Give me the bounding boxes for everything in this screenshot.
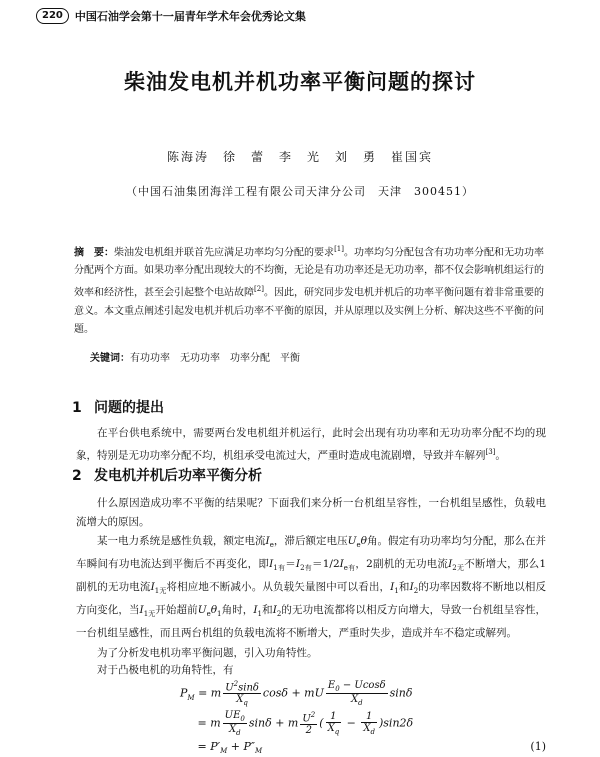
keywords xyxy=(90,349,530,364)
body-paragraph xyxy=(76,424,546,466)
paper-title: 柴油发电机并机功率平衡问题的探讨 xyxy=(124,70,476,94)
journal-title: 中国石油学会第十一届青年学术年会优秀论文集 xyxy=(74,10,306,23)
paragraph-text: ，滞后额定电压 xyxy=(273,535,348,547)
abstract-text: 。因此，研究同步发电机并机后的功率平衡问题有着非常重要的意义。本文重点阐述引起发电机并机后功率不平衡的原因，并从原理以及实例上分析、解决这些不平衡的问题。 xyxy=(74,287,545,335)
affiliation: （中国石油集团海洋工程有限公司天津分公司 天津 300451） xyxy=(126,185,474,198)
paragraph-text: 。 xyxy=(495,449,506,462)
abstract-label: 摘 要： xyxy=(74,247,115,259)
paragraph-text: 不断增大，那么1副机的无功电流 xyxy=(76,558,546,594)
citation: [1] xyxy=(334,245,344,253)
abstract-text: 柴油发电机组并联首先应满足功率均匀分配的要求 xyxy=(114,247,335,259)
paragraph-text: 某一电力系统是感性负载，额定电流 xyxy=(97,535,266,547)
body-paragraph xyxy=(76,494,546,532)
equation-line-1: $P_M = m$ $\frac{U^2\sin\delta}{X_q}$ cosδ + mU $\frac{E_0 - Ucos\delta}{X_d}$ sinδ xyxy=(180,680,413,708)
section-heading xyxy=(72,465,552,485)
section-heading xyxy=(72,397,552,417)
section-title: 发电机并机后功率平衡分析 xyxy=(94,468,262,484)
section-number: 2 xyxy=(72,468,82,484)
section-title: 问题的提出 xyxy=(94,400,164,416)
running-header xyxy=(36,6,576,26)
paragraph-text: 在平台供电系统中，需要两台发电机组并机运行，此时会出现有功功率和无功功率分配不均的现象，特别是无功功率分配不均，机组承受电流过大，严重时造成电流剧增，导致并车解列 xyxy=(76,427,546,462)
paragraph-text: ，2副机的无功电流 xyxy=(355,558,449,571)
paragraph-text: 角。假定有功功率均匀分配，那么在并车瞬间有功电流达到平衡后不再变化，即 xyxy=(76,535,547,571)
paragraph-text: 的无功电流都将以相反方向增大，导致一台机组呈容性，一台机组呈感性，而且两台机组的负载电流将不断增大，严重时失步，造成并车不稳定或解列。 xyxy=(76,604,547,640)
paragraph-text: 将相应地不断减小。从负载矢量图中可以看出， xyxy=(166,581,391,594)
equation-line-3: = $P'_M + P''_M$ xyxy=(180,740,263,756)
paragraph-text: 开始超前 xyxy=(155,604,198,617)
keywords-label: 关键词： xyxy=(90,353,130,364)
keywords-text: 有功功率 无功功率 功率分配 平衡 xyxy=(130,353,300,364)
page-number: 220 xyxy=(36,8,69,24)
section-number: 1 xyxy=(72,400,82,416)
paragraph-text: 角时， xyxy=(221,604,254,617)
citation: [3] xyxy=(485,448,496,456)
equation-line-2: = m $\frac{UE_0}{X_d}$ sinδ + m $\frac{U^2}{2}$ ( $\frac{1}{X_q}$ − $\frac{1}{X_d}$ )sin2δ xyxy=(180,710,414,737)
citation: [2] xyxy=(254,285,264,294)
paragraph-text: 的功率因数将不断地以相反方向变化，当 xyxy=(76,581,547,617)
paragraph-text: 什么原因造成功率不平衡的结果呢？下面我们来分析一台机组呈容性，一台机组呈感性，负载电流增大的原因。 xyxy=(76,497,546,528)
equation-number: (1) xyxy=(530,740,546,753)
authors: 陈海涛 徐 蕾 李 光 刘 勇 崔国宾 xyxy=(166,150,433,164)
paragraph-text: 为了分析发电机功率平衡问题，引入功角特性。 xyxy=(97,647,318,659)
body-paragraph: 某一电力系统是感性负载，额定电流$I_e$，滞后额定电压$U_e\theta$角。假定有功功率均匀分配，那么在并车瞬间有功电流达到平衡后不再变化，即$I_{1有}=I_{2有}=1/2I_{e有}$，2副机的无功电流$I_{2无}$不断增大，那么1副机的无功电流$I_{1无}$将相应地不断减小。从负载矢量图中可以看出，$I_1$和$I_2$的功率因数将不断地以相反方向变化，当$I_{1无}$开始超前$U_e\theta_1$角时，$I_1$和$I_2$的无功电流都将以相反方向增大，导致一台机组呈容性，一台机组呈感性，而且两台机组的负载电流将不断增大，严重时失步，造成并车不稳定或解列。 xyxy=(76,535,547,640)
abstract xyxy=(74,240,544,339)
abstract-text: 。功率均匀分配包含有功功率分配和无功功率分配两个方面。如果功率分配出现较大的不均衡，无论是有功功率还是无功功率，都不仅会影响机组运行的效率和经济性，甚至会引起整个电站故障 xyxy=(74,247,545,299)
paragraph-text: 对于凸极电机的功角特性，有 xyxy=(97,664,234,676)
body-paragraph xyxy=(76,661,546,680)
